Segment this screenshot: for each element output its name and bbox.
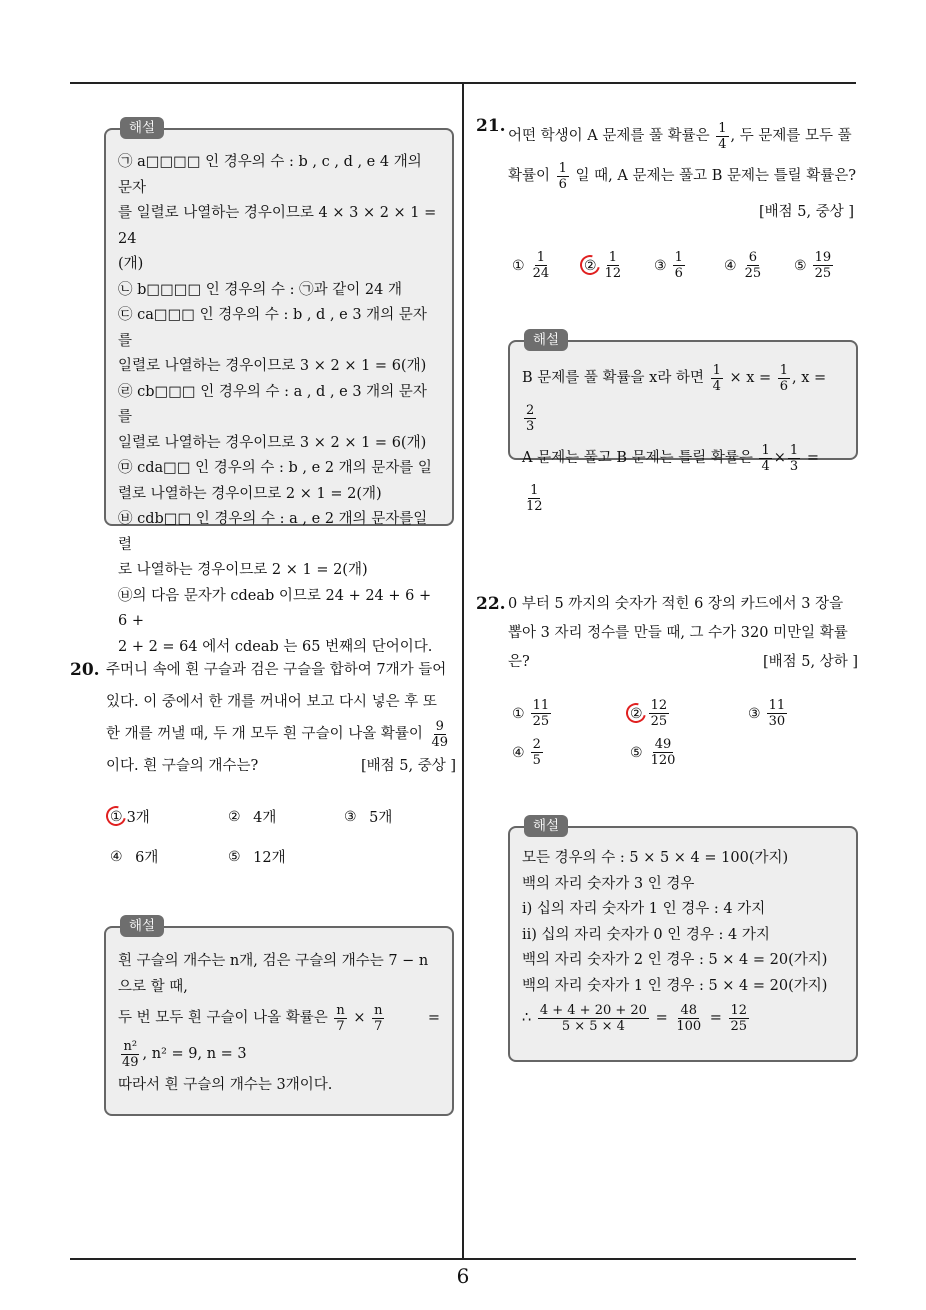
q19-exp-line: ㉤ cda□□ 인 경우의 수 : b , e 2 개의 문자를 일 — [118, 460, 432, 476]
q21-choice-2[interactable]: ② $\frac{1}{12}$ — [584, 250, 625, 281]
q19-explanation-box — [104, 120, 454, 655]
q22-exp-line: 백의 자리 숫자가 3 인 경우 — [522, 875, 695, 892]
q19-exp-line: 일렬로 나열하는 경우이므로 3 × 2 × 1 = 6(개) — [118, 434, 427, 451]
q21-choice-3[interactable]: ③ $\frac{1}{6}$ — [654, 250, 683, 281]
q20-choice-4[interactable] — [110, 846, 158, 867]
q20-question — [106, 654, 456, 782]
choice-mark: ④ — [110, 848, 123, 865]
q21-question: 어떤 학생이 A 문제를 풀 확률은 $\frac{1}{4}$ , 두 문제를 모두 풀 확률이 $\frac{1}{6}$ 일 때, A 문제는 풀고 B 문제는 틀릴 확률은? — [508, 120, 857, 192]
q19-exp-line: ㉡ b□□□□ 인 경우의 수 : ㉠과 같이 24 개 — [118, 281, 402, 298]
q21-score: [배점 5, 중상 ] — [758, 204, 854, 220]
q19-exp-line: 로 나열하는 경우이므로 2 × 1 = 2(개) — [118, 562, 368, 578]
q22-score: [배점 5, 상하 ] — [762, 654, 858, 670]
q22-question: 0 부터 5 까지의 숫자가 적힌 6 장의 카드에서 3 장을 뽑아 3 자리 정수를 만들 때, 그 수가 320 미만일 확률 은? [배점 5, 상하 ] — [508, 590, 858, 677]
choice-text: 4개 — [253, 810, 277, 826]
q22-choice-1[interactable]: ① $\frac{11}{25}$ — [512, 698, 550, 729]
q20-exp-line: 두 번 모두 흰 구슬이 나올 확률은 $\frac{n}{7}$ × $\frac{n}{7}$ = — [118, 1002, 440, 1034]
choice-text: 5개 — [369, 810, 393, 826]
q20-exp-line: 따라서 흰 구슬의 개수는 3개이다. — [118, 1077, 333, 1093]
q19-exp-line: 2 + 2 = 64 에서 cdeab 는 65 번째의 단어이다. — [118, 638, 433, 655]
choice-text: 3개 — [126, 810, 150, 826]
q19-exp-line: ㉠ a□□□□ 인 경우의 수 : b , c , d , e 4 개의 문자 — [118, 154, 422, 196]
q22-choice-5[interactable]: ⑤ $\frac{49}{120}$ — [630, 737, 676, 768]
q22-choice-2[interactable]: ② $\frac{12}{25}$ — [630, 698, 671, 729]
column-divider — [462, 82, 464, 1260]
q19-exp-line: ㉥의 다음 문자가 cdeab 이므로 24 + 24 + 6 + 6 + — [118, 587, 432, 629]
answer-circle-icon — [102, 802, 129, 829]
q21-explanation-box — [508, 332, 858, 514]
q19-exp-line: ㉥ cdb□□ 인 경우의 수 : a , e 2 개의 문자를일렬 — [118, 511, 428, 553]
q20-exp-line: 으로 할 때, — [118, 979, 188, 995]
q21-choice-5[interactable]: ⑤ $\frac{19}{25}$ — [794, 250, 832, 281]
choice-mark: ① — [110, 809, 123, 825]
q20-exp-line: 흰 구슬의 개수는 n개, 검은 구슬의 개수는 7 − n — [118, 953, 429, 969]
q22-choice-3[interactable]: ③ $\frac{11}{30}$ — [748, 698, 786, 729]
answer-circle-icon — [576, 251, 603, 278]
q20-line: 주머니 속에 흰 구슬과 검은 구슬을 합하여 7개가 들어 — [106, 662, 447, 678]
explanation-tag: 해설 — [524, 815, 568, 837]
q20-choice-5[interactable] — [228, 846, 286, 867]
answer-circle-icon — [622, 699, 649, 726]
q21-number: 21. — [476, 116, 506, 136]
q22-number: 22. — [476, 594, 506, 614]
q20-choice-1[interactable] — [110, 806, 150, 827]
q22-exp-line: 백의 자리 숫자가 1 인 경우 : 5 × 4 = 20(가지) — [522, 977, 828, 994]
q20-score: [배점 5, 중상 ] — [360, 758, 456, 774]
q22-exp-line: ∴ $\frac{4 + 4 + 20 + 20}{5 \times 5 \times 4}$ = $\frac{48}{100}$ = $\frac{12}{25}$ — [522, 1002, 748, 1034]
choice-text: 12개 — [253, 850, 286, 866]
q21-exp-line: A 문제는 풀고 B 문제는 틀릴 확률은 $\frac{1}{4}$ × $\frac{1}{3}$ = $\frac{1}{12}$ — [522, 442, 819, 514]
explanation-tag: 해설 — [524, 329, 568, 351]
explanation-tag: 해설 — [120, 117, 164, 139]
explanation-tag: 해설 — [120, 915, 164, 937]
q19-exp-line: 를 일렬로 나열하는 경우이므로 4 × 3 × 2 × 1 = 24 — [118, 205, 437, 247]
q21-choice-1[interactable]: ① $\frac{1}{24}$ — [512, 250, 550, 281]
q19-exp-line: ㉢ ca□□□ 인 경우의 수 : b , d , e 3 개의 문자를 — [118, 307, 427, 349]
q22-exp-line: 백의 자리 숫자가 2 인 경우 : 5 × 4 = 20(가지) — [522, 952, 828, 968]
choice-mark: ③ — [344, 808, 357, 825]
choice-text: 6개 — [135, 850, 159, 866]
q22-choice-4[interactable]: ④ $\frac{2}{5}$ — [512, 737, 541, 768]
q20-probability-fraction: $\frac{9}{49}$ — [431, 718, 448, 750]
q19-exp-line: (개) — [118, 256, 144, 272]
q20-line: 이다. 흰 구슬의 개수는? [배점 5, 중상 ] — [106, 750, 456, 782]
q20-exp-line: $\frac{\text{n²}}{49}$ , n² = 9, n = 3 — [122, 1038, 247, 1070]
q19-exp-line: 렬로 나열하는 경우이므로 2 × 1 = 2(개) — [118, 485, 382, 502]
q20-line: 한 개를 꺼낼 때, 두 개 모두 흰 구슬이 나올 확률이 $\frac{9}{49}$ — [106, 718, 448, 750]
q22-explanation-box — [508, 818, 858, 1062]
q20-line: 있다. 이 중에서 한 개를 꺼내어 보고 다시 넣은 후 또 — [106, 694, 437, 710]
q21-choice-4[interactable]: ④ $\frac{6}{25}$ — [724, 250, 762, 281]
q20-explanation-box — [104, 918, 454, 1116]
q19-exp-line: 일렬로 나열하는 경우이므로 3 × 2 × 1 = 6(개) — [118, 358, 427, 374]
q22-exp-line: 모든 경우의 수 : 5 × 5 × 4 = 100(가지) — [522, 850, 789, 866]
q19-exp-line: ㉣ cb□□□ 인 경우의 수 : a , d , e 3 개의 문자를 — [118, 383, 427, 425]
q21-exp-line: B 문제를 풀 확률을 x라 하면 $\frac{1}{4}$ × x = $\frac{1}{6}$ , x = $\frac{2}{3}$ — [522, 362, 827, 434]
page-number: 6 — [456, 1264, 470, 1288]
choice-mark: ⑤ — [228, 848, 241, 865]
q22-exp-line: ⅱ) 십의 자리 숫자가 0 인 경우 : 4 가지 — [522, 926, 770, 943]
choice-mark: ② — [228, 808, 241, 825]
bottom-rule — [70, 1258, 856, 1260]
q22-exp-line: ⅰ) 십의 자리 숫자가 1 인 경우 : 4 가지 — [522, 901, 766, 917]
q20-choice-3[interactable] — [344, 806, 392, 827]
q20-choice-2[interactable] — [228, 806, 276, 827]
q20-number: 20. — [70, 660, 100, 680]
